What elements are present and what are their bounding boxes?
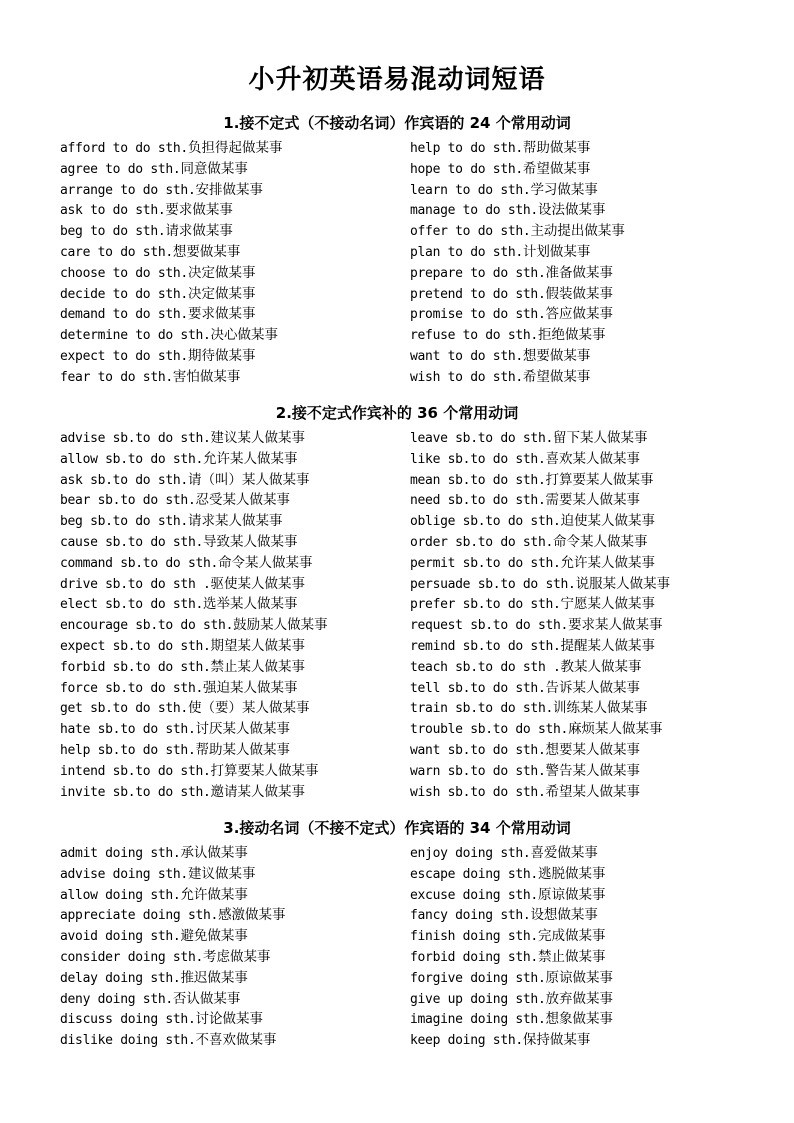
phrase-chinese: 假装做某事 <box>545 285 613 302</box>
phrase-row <box>60 574 405 595</box>
phrase-chinese: 完成做某事 <box>537 928 606 945</box>
phrase-chinese: 想要做某事 <box>522 347 591 364</box>
phrase-row <box>410 989 740 1010</box>
phrase-chinese: 导致某人做某事 <box>203 533 298 550</box>
phrase-row <box>410 1030 740 1051</box>
phrase-row <box>410 594 740 615</box>
left-column <box>60 843 405 1051</box>
phrase-english: delay doing sth. <box>60 970 181 986</box>
left-column <box>60 138 405 388</box>
phrase-chinese: 使（要）某人做某事 <box>187 700 310 717</box>
phrase-row <box>410 470 740 491</box>
phrase-chinese: 决心做某事 <box>210 327 279 344</box>
phrase-row <box>410 159 740 180</box>
phrase-english: command sb.to do sth. <box>60 555 219 571</box>
phrase-chinese: 选举某人做某事 <box>203 596 298 613</box>
phrase-chinese: 逃脱做某事 <box>537 865 606 882</box>
phrase-row <box>60 428 405 449</box>
phrase-chinese: 学习做某事 <box>530 181 598 198</box>
phrase-chinese: 决定做某事 <box>187 285 256 302</box>
phrase-english: fancy doing sth. <box>410 908 531 924</box>
phrase-row <box>60 284 405 305</box>
phrase-chinese: 希望做某事 <box>522 368 591 385</box>
phrase-chinese: 命令某人做某事 <box>218 554 313 571</box>
phrase-english: train sb.to do sth. <box>410 701 554 717</box>
phrase-english: dislike doing sth. <box>60 1033 196 1049</box>
phrase-chinese: 要求做某事 <box>165 202 233 219</box>
phrase-chinese: 原谅做某事 <box>545 969 613 986</box>
phrase-english: help sb.to do sth. <box>60 742 196 758</box>
phrase-chinese: 拒绝做某事 <box>537 327 606 344</box>
phrase-row <box>410 719 740 740</box>
phrase-english: encourage sb.to do sth. <box>60 618 234 634</box>
phrase-row <box>60 1030 405 1051</box>
phrase-english: prefer sb.to do sth. <box>410 597 561 613</box>
phrase-english: discuss doing sth. <box>60 1012 196 1028</box>
phrase-english: arrange to do sth. <box>60 182 196 198</box>
phrase-english: deny doing sth. <box>60 991 173 1007</box>
phrase-chinese: 保持做某事 <box>522 1032 591 1049</box>
phrase-row <box>60 138 405 159</box>
phrase-chinese: 决定做某事 <box>187 264 256 281</box>
phrase-chinese: 感激做某事 <box>218 907 286 924</box>
phrase-english: consider doing sth. <box>60 949 204 965</box>
phrase-row <box>410 138 740 159</box>
phrase-row <box>60 594 405 615</box>
phrase-english: excuse doing sth. <box>410 887 538 903</box>
phrase-chinese: 原谅做某事 <box>537 886 606 903</box>
phrase-chinese: 否认做某事 <box>172 990 241 1007</box>
phrase-chinese: 鼓励某人做某事 <box>233 617 328 634</box>
phrase-row <box>410 346 740 367</box>
phrase-english: forbid sb.to do sth. <box>60 659 211 675</box>
phrase-row <box>410 242 740 263</box>
phrase-row <box>410 428 740 449</box>
phrase-row <box>60 159 405 180</box>
phrase-chinese: 期望某人做某事 <box>210 637 306 654</box>
phrase-chinese: 教某人做某事 <box>560 658 642 675</box>
phrase-row <box>60 782 405 803</box>
phrase-chinese: 喜欢某人做某事 <box>545 450 640 467</box>
phrase-english: refuse to do sth. <box>410 328 538 344</box>
phrase-row <box>410 615 740 636</box>
phrase-english: warn sb.to do sth. <box>410 763 546 779</box>
phrase-english: get sb.to do sth. <box>60 701 188 717</box>
phrase-english: force sb.to do sth. <box>60 680 204 696</box>
phrase-row <box>60 698 405 719</box>
phrase-row <box>410 657 740 678</box>
phrase-english: persuade sb.to do sth. <box>410 576 576 592</box>
phrase-chinese: 禁止做某事 <box>537 948 606 965</box>
phrase-chinese: 帮助做某事 <box>522 140 591 156</box>
phrase-chinese: 驱使某人做某事 <box>210 575 306 592</box>
phrase-english: decide to do sth. <box>60 286 188 302</box>
phrase-english: escape doing sth. <box>410 866 538 882</box>
phrase-row <box>60 968 405 989</box>
phrase-chinese: 主动提出做某事 <box>530 223 625 240</box>
phrase-english: plan to do sth. <box>410 244 523 260</box>
phrase-chinese: 建议做某事 <box>187 865 256 882</box>
phrase-row <box>410 221 740 242</box>
phrase-row <box>410 180 740 201</box>
phrase-chinese: 帮助某人做某事 <box>195 741 290 758</box>
phrase-row <box>60 490 405 511</box>
phrase-chinese: 设法做某事 <box>537 202 606 219</box>
phrase-chinese: 设想做某事 <box>530 907 598 924</box>
right-column <box>410 428 740 802</box>
phrase-chinese: 打算要某人做某事 <box>210 762 319 779</box>
phrase-row <box>410 325 740 346</box>
phrase-row <box>410 553 740 574</box>
phrase-chinese: 希望某人做某事 <box>545 783 640 800</box>
phrase-row <box>410 263 740 284</box>
phrase-chinese: 承认做某事 <box>180 845 248 861</box>
phrase-english: appreciate doing sth. <box>60 908 219 924</box>
section-infinitive-complement <box>0 398 794 800</box>
phrase-row <box>60 304 405 325</box>
phrase-english: care to do sth. <box>60 244 173 260</box>
phrase-english: want sb.to do sth. <box>410 742 546 758</box>
phrase-english: advise doing sth. <box>60 866 188 882</box>
phrase-english: oblige sb.to do sth. <box>410 514 561 530</box>
phrase-chinese: 要求某人做某事 <box>568 617 663 634</box>
section-title: 2.接不定式作宾补的 36 个常用动词 <box>275 404 519 422</box>
phrase-row <box>410 926 740 947</box>
phrase-row <box>410 843 740 864</box>
phrase-chinese: 警告某人做某事 <box>545 762 640 779</box>
phrase-row <box>410 761 740 782</box>
right-column <box>410 138 740 388</box>
phrase-chinese: 说服某人做某事 <box>575 575 671 592</box>
phrase-english: pretend to do sth. <box>410 286 546 302</box>
phrase-english: ask to do sth. <box>60 203 166 219</box>
right-column <box>410 843 740 1051</box>
phrase-english: demand to do sth. <box>60 307 188 323</box>
phrase-chinese: 请（叫）某人做某事 <box>187 471 310 488</box>
phrase-english: imagine doing sth. <box>410 1012 546 1028</box>
phrase-row <box>60 843 405 864</box>
phrase-english: fear to do sth. <box>60 369 173 385</box>
phrase-chinese: 不喜欢做某事 <box>195 1032 277 1049</box>
phrase-row <box>60 532 405 553</box>
phrase-row <box>410 449 740 470</box>
phrase-english: request sb.to do sth. <box>410 618 569 634</box>
phrase-row <box>60 200 405 221</box>
phrase-english: elect sb.to do sth. <box>60 597 204 613</box>
phrase-chinese: 计划做某事 <box>522 243 591 260</box>
phrase-english: enjoy doing sth. <box>410 846 531 861</box>
phrase-chinese: 禁止某人做某事 <box>210 658 306 675</box>
phrase-row <box>60 719 405 740</box>
phrase-english: teach sb.to do sth . <box>410 659 561 675</box>
phrase-row <box>60 511 405 532</box>
phrase-row <box>410 636 740 657</box>
phrase-chinese: 负担得起做某事 <box>187 140 283 156</box>
phrase-row <box>60 242 405 263</box>
phrase-chinese: 安排做某事 <box>195 181 263 198</box>
phrase-row <box>410 905 740 926</box>
phrase-row <box>410 574 740 595</box>
phrase-english: avoid doing sth. <box>60 929 181 945</box>
phrase-row <box>410 885 740 906</box>
phrase-row <box>60 657 405 678</box>
phrase-english: leave sb.to do sth. <box>410 431 554 446</box>
phrase-chinese: 允许某人做某事 <box>203 450 298 467</box>
phrase-row <box>60 470 405 491</box>
phrase-row <box>60 947 405 968</box>
phrase-chinese: 避免做某事 <box>180 928 248 945</box>
phrase-chinese: 迫使某人做某事 <box>560 513 656 530</box>
phrase-chinese: 宁愿某人做某事 <box>560 596 656 613</box>
phrase-english: prepare to do sth. <box>410 265 546 281</box>
phrase-row <box>410 490 740 511</box>
phrase-english: beg to do sth. <box>60 224 166 240</box>
phrase-english: choose to do sth. <box>60 265 188 281</box>
phrase-row <box>60 636 405 657</box>
phrase-row <box>60 346 405 367</box>
phrase-chinese: 请求做某事 <box>165 223 233 240</box>
phrase-chinese: 准备做某事 <box>545 264 613 281</box>
phrase-english: invite sb.to do sth. <box>60 784 211 800</box>
phrase-row <box>410 304 740 325</box>
phrase-english: order sb.to do sth. <box>410 534 554 550</box>
phrase-english: wish to do sth. <box>410 369 523 385</box>
phrase-english: promise to do sth. <box>410 307 546 323</box>
phrase-row <box>410 200 740 221</box>
phrase-row <box>60 905 405 926</box>
phrase-english: hope to do sth. <box>410 161 523 177</box>
phrase-row <box>60 263 405 284</box>
phrase-row <box>410 511 740 532</box>
phrase-english: advise sb.to do sth. <box>60 431 211 446</box>
phrase-english: determine to do sth. <box>60 328 211 344</box>
phrase-row <box>410 864 740 885</box>
phrase-english: keep doing sth. <box>410 1033 523 1049</box>
left-column <box>60 428 405 802</box>
phrase-chinese: 允许做某事 <box>180 886 248 903</box>
phrase-chinese: 邀请某人做某事 <box>210 783 306 800</box>
phrase-row <box>60 221 405 242</box>
phrase-english: expect sb.to do sth. <box>60 638 211 654</box>
phrase-row <box>60 615 405 636</box>
section-title: 1.接不定式（不接动名词）作宾语的 24 个常用动词 <box>223 114 571 132</box>
phrase-english: permit sb.to do sth. <box>410 555 561 571</box>
phrase-chinese: 请求某人做某事 <box>187 513 283 530</box>
phrase-english: beg sb.to do sth. <box>60 514 188 530</box>
phrase-chinese: 想要某人做某事 <box>545 741 640 758</box>
phrase-english: allow sb.to do sth. <box>60 451 204 467</box>
phrase-row <box>60 1009 405 1030</box>
phrase-chinese: 允许某人做某事 <box>560 554 656 571</box>
phrase-english: trouble sb.to do sth. <box>410 722 569 738</box>
phrase-row <box>410 947 740 968</box>
phrase-english: mean sb.to do sth. <box>410 472 546 488</box>
phrase-english: drive sb.to do sth . <box>60 576 211 592</box>
phrase-english: afford to do sth. <box>60 141 188 156</box>
phrase-chinese: 强迫某人做某事 <box>203 679 298 696</box>
phrase-row <box>410 678 740 699</box>
phrase-row <box>60 761 405 782</box>
page-title: 小升初英语易混动词短语 <box>248 65 546 95</box>
phrase-chinese: 放弃做某事 <box>545 990 613 1007</box>
phrase-english: allow doing sth. <box>60 887 181 903</box>
phrase-row <box>60 885 405 906</box>
phrase-english: want to do sth. <box>410 348 523 364</box>
phrase-row <box>60 678 405 699</box>
phrase-chinese: 要求做某事 <box>187 306 256 323</box>
phrase-chinese: 推迟做某事 <box>180 969 248 986</box>
phrase-chinese: 训练某人做某事 <box>553 700 648 717</box>
phrase-english: ask sb.to do sth. <box>60 472 188 488</box>
phrase-row <box>410 284 740 305</box>
section-infinitive-object <box>0 108 794 385</box>
phrase-chinese: 讨论做某事 <box>195 1011 263 1028</box>
phrase-english: hate sb.to do sth. <box>60 722 196 738</box>
phrase-english: intend sb.to do sth. <box>60 763 211 779</box>
phrase-english: manage to do sth. <box>410 203 538 219</box>
phrase-chinese: 同意做某事 <box>180 160 248 177</box>
phrase-row <box>410 1009 740 1030</box>
phrase-chinese: 想要做某事 <box>172 243 241 260</box>
phrase-english: bear sb.to do sth. <box>60 493 196 509</box>
phrase-row <box>60 989 405 1010</box>
phrase-row <box>410 782 740 803</box>
phrase-english: forbid doing sth. <box>410 949 538 965</box>
phrase-english: offer to do sth. <box>410 224 531 240</box>
phrase-chinese: 忍受某人做某事 <box>195 492 290 509</box>
phrase-chinese: 喜爱做某事 <box>530 845 598 861</box>
phrase-chinese: 建议某人做某事 <box>210 430 306 446</box>
phrase-english: help to do sth. <box>410 141 523 156</box>
phrase-row <box>60 367 405 388</box>
phrase-english: tell sb.to do sth. <box>410 680 546 696</box>
phrase-row <box>60 180 405 201</box>
phrase-english: like sb.to do sth. <box>410 451 546 467</box>
phrase-chinese: 害怕做某事 <box>172 368 241 385</box>
phrase-row <box>410 698 740 719</box>
phrase-row <box>410 532 740 553</box>
phrase-chinese: 打算要某人做某事 <box>545 471 654 488</box>
phrase-english: wish sb.to do sth. <box>410 784 546 800</box>
phrase-english: agree to do sth. <box>60 161 181 177</box>
phrase-row <box>60 325 405 346</box>
phrase-row <box>410 367 740 388</box>
phrase-row <box>60 864 405 885</box>
section-gerund-object <box>0 813 794 1049</box>
phrase-row <box>60 926 405 947</box>
phrase-english: expect to do sth. <box>60 348 188 364</box>
phrase-chinese: 留下某人做某事 <box>553 430 648 446</box>
phrase-english: learn to do sth. <box>410 182 531 198</box>
phrase-row <box>410 968 740 989</box>
phrase-english: admit doing sth. <box>60 846 181 861</box>
phrase-row <box>410 740 740 761</box>
phrase-chinese: 提醒某人做某事 <box>560 637 656 654</box>
phrase-chinese: 告诉某人做某事 <box>545 679 640 696</box>
phrase-english: give up doing sth. <box>410 991 546 1007</box>
phrase-chinese: 答应做某事 <box>545 306 613 323</box>
phrase-english: forgive doing sth. <box>410 970 546 986</box>
phrase-chinese: 讨厌某人做某事 <box>195 721 290 738</box>
phrase-row <box>60 740 405 761</box>
phrase-chinese: 考虑做某事 <box>203 948 271 965</box>
phrase-row <box>60 449 405 470</box>
phrase-chinese: 麻烦某人做某事 <box>568 721 663 738</box>
phrase-english: cause sb.to do sth. <box>60 534 204 550</box>
phrase-english: need sb.to do sth. <box>410 493 546 509</box>
phrase-chinese: 命令某人做某事 <box>553 533 648 550</box>
phrase-english: remind sb.to do sth. <box>410 638 561 654</box>
phrase-row <box>60 553 405 574</box>
phrase-chinese: 想象做某事 <box>545 1011 613 1028</box>
phrase-english: finish doing sth. <box>410 929 538 945</box>
section-title: 3.接动名词（不接不定式）作宾语的 34 个常用动词 <box>223 819 571 837</box>
phrase-chinese: 需要某人做某事 <box>545 492 640 509</box>
phrase-chinese: 期待做某事 <box>187 347 256 364</box>
phrase-chinese: 希望做某事 <box>522 160 591 177</box>
